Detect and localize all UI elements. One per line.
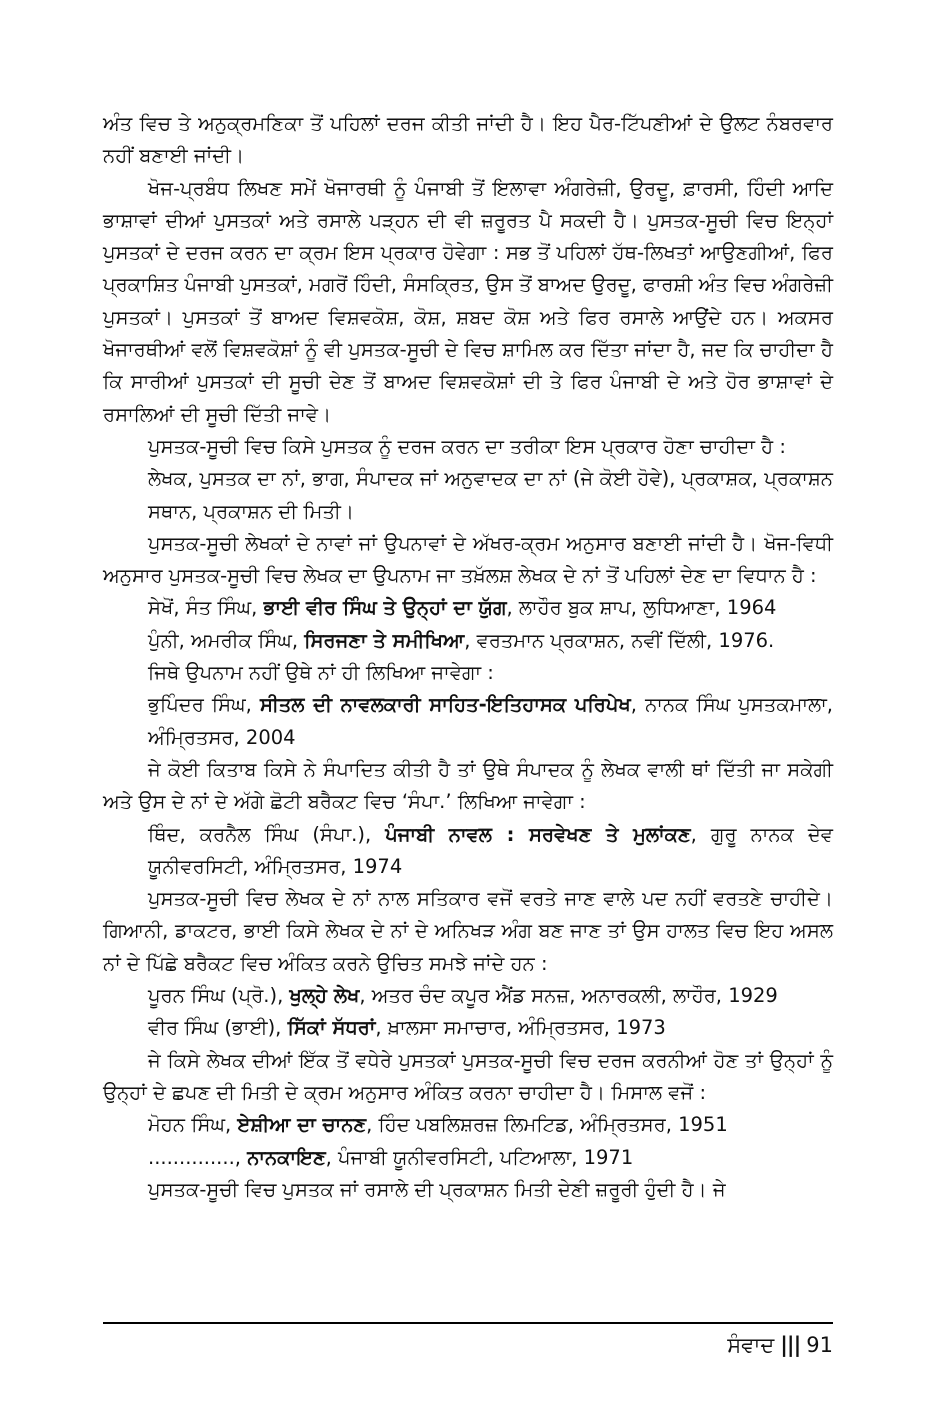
entry-details: , ਵਰਤਮਾਨ ਪ੍ਰਕਾਸ਼ਨ, ਨਵੀਂ ਦਿੱਲੀ, 1976. bbox=[464, 628, 775, 652]
entry-author: ਥਿੰਦ, ਕਰਨੈਲ ਸਿੰਘ (ਸੰਪਾ.), bbox=[148, 822, 386, 846]
entry-author: ਪੂਰਨ ਸਿੰਘ (ਪ੍ਰੋ.), bbox=[148, 984, 290, 1008]
entry-details: , ਅਤਰ ਚੰਦ ਕਪੂਰ ਐਂਡ ਸਨਜ਼, ਅਨਾਰਕਲੀ, ਲਾਹੌਰ, 1929 bbox=[359, 984, 778, 1008]
entry-author: .............., bbox=[148, 1145, 248, 1169]
page-number: 91 bbox=[806, 1333, 833, 1357]
entry-author: ਮੋਹਨ ਸਿੰਘ, bbox=[148, 1113, 238, 1137]
citation-format: ਲੇਖਕ, ਪੁਸਤਕ ਦਾ ਨਾਂ, ਭਾਗ, ਸੰਪਾਦਕ ਜਾਂ ਅਨੁਵਾਦਕ ਦਾ ਨਾਂ (ਜੇ ਕੋਈ ਹੋਵੇ), ਪ੍ਰਕਾਸ਼ਕ, ਪ੍ਰਕਾਸ਼ਨ ਸਥਾਨ, ਪ੍ਰਕਾਸ਼ਨ ਦੀ ਮਿਤੀ। bbox=[148, 467, 833, 523]
example-entry-8 bbox=[103, 1142, 833, 1174]
example-entry-2 bbox=[103, 625, 833, 657]
entry-title: ਭਾਈ ਵੀਰ ਸਿੰਘ ਤੇ ਉਨ੍ਹਾਂ ਦਾ ਯੁੱਗ bbox=[263, 596, 507, 620]
example-entry-1 bbox=[103, 592, 833, 624]
entry-title: ਨਾਨਕਾਇਣ bbox=[247, 1145, 326, 1169]
example-entry-6 bbox=[103, 1012, 833, 1044]
page-footer bbox=[727, 1330, 833, 1360]
example-entry-4 bbox=[103, 819, 833, 884]
footer-rule bbox=[103, 1322, 833, 1324]
entry-author: ਭੁਪਿੰਦਰ ਸਿੰਘ, bbox=[148, 693, 260, 717]
entry-author: ਸੇਖੋਂ, ਸੰਤ ਸਿੰਘ, bbox=[148, 596, 264, 620]
journal-name: ਸੰਵਾਦ bbox=[727, 1333, 775, 1357]
example-entry-7 bbox=[103, 1109, 833, 1141]
note-no-surname: ਜਿਥੇ ਉਪਨਾਮ ਨਹੀਂ ਉਥੇ ਨਾਂ ਹੀ ਲਿਖਿਆ ਜਾਵੇਗਾ : bbox=[148, 661, 494, 685]
entry-details: , ਲਾਹੌਰ ਬੁਕ ਸ਼ਾਪ, ਲੁਧਿਆਣਾ, 1964 bbox=[506, 596, 777, 620]
example-entry-5 bbox=[103, 980, 833, 1012]
entry-author: ਵੀਰ ਸਿੰਘ (ਭਾਈ), bbox=[148, 1016, 288, 1040]
entry-title: ਖੁਲ੍ਹੇ ਲੇਖ bbox=[289, 984, 360, 1008]
paragraph-6: ਪੁਸਤਕ-ਸੂਚੀ ਵਿਚ ਲੇਖਕ ਦੇ ਨਾਂ ਨਾਲ ਸਤਿਕਾਰ ਵਜੋਂ ਵਰਤੇ ਜਾਣ ਵਾਲੇ ਪਦ ਨਹੀਂ ਵਰਤਣੇ ਚਾਹੀਦੇ। ਗਿਆਨੀ, ਡਾਕਟਰ, ਭਾਈ ਕਿਸੇ ਲੇਖਕ ਦੇ ਨਾਂ ਦੇ ਅਨਿਖੜ ਅੰਗ ਬਣ ਜਾਣ ਤਾਂ ਉਸ ਹਾਲਤ ਵਿਚ ਇਹ ਅਸਲ ਨਾਂ ਦੇ ਪਿੱਛੇ ਬਰੈਕਟ ਵਿਚ ਅੰਕਿਤ ਕਰਨੇ ਉਚਿਤ ਸਮਝੇ ਜਾਂਦੇ ਹਨ : bbox=[103, 887, 833, 975]
paragraph-5: ਜੇ ਕੋਈ ਕਿਤਾਬ ਕਿਸੇ ਨੇ ਸੰਪਾਦਿਤ ਕੀਤੀ ਹੈ ਤਾਂ ਉਥੇ ਸੰਪਾਦਕ ਨੂੰ ਲੇਖਕ ਵਾਲੀ ਥਾਂ ਦਿੱਤੀ ਜਾ ਸਕੇਗੀ ਅਤੇ ਉਸ ਦੇ ਨਾਂ ਦੇ ਅੱਗੇ ਛੋਟੀ ਬਰੈਕਟ ਵਿਚ ‘ਸੰਪਾ.’ ਲਿਖਿਆ ਜਾਵੇਗਾ : bbox=[103, 757, 833, 814]
paragraph-8: ਪੁਸਤਕ-ਸੂਚੀ ਵਿਚ ਪੁਸਤਕ ਜਾਂ ਰਸਾਲੇ ਦੀ ਪ੍ਰਕਾਸ਼ਨ ਮਿਤੀ ਦੇਣੀ ਜ਼ਰੂਰੀ ਹੁੰਦੀ ਹੈ। ਜੇ bbox=[148, 1177, 726, 1201]
entry-details: , ਹਿੰਦ ਪਬਲਿਸ਼ਰਜ਼ ਲਿਮਟਿਡ, ਅੰਮ੍ਰਿਤਸਰ, 1951 bbox=[366, 1113, 728, 1137]
paragraph-4: ਪੁਸਤਕ-ਸੂਚੀ ਲੇਖਕਾਂ ਦੇ ਨਾਵਾਂ ਜਾਂ ਉਪਨਾਵਾਂ ਦੇ ਅੱਖਰ-ਕ੍ਰਮ ਅਨੁਸਾਰ ਬਣਾਈ ਜਾਂਦੀ ਹੈ। ਖੋਜ-ਵਿਧੀ ਅਨੁਸਾਰ ਪੁਸਤਕ-ਸੂਚੀ ਵਿਚ ਲੇਖਕ ਦਾ ਉਪਨਾਮ ਜਾ ਤਖ਼ੱਲਸ਼ ਲੇਖਕ ਦੇ ਨਾਂ ਤੋਂ ਪਹਿਲਾਂ ਦੇਣ ਦਾ ਵਿਧਾਨ ਹੈ : bbox=[103, 531, 833, 588]
entry-title: ਸਿੱਕਾਂ ਸੱਧਰਾਂ bbox=[287, 1016, 376, 1040]
entry-title: ਪੰਜਾਬੀ ਨਾਵਲ : ਸਰਵੇਖਣ ਤੇ ਮੁਲਾਂਕਣ bbox=[385, 822, 691, 846]
paragraph-1: ਅੰਤ ਵਿਚ ਤੇ ਅਨੁਕ੍ਰਮਣਿਕਾ ਤੋਂ ਪਹਿਲਾਂ ਦਰਜ ਕੀਤੀ ਜਾਂਦੀ ਹੈ। ਇਹ ਪੈਰ-ਟਿੱਪਣੀਆਂ ਦੇ ਉਲਟ ਨੰਬਰਵਾਰ ਨਹੀਂ ਬਣਾਈ ਜਾਂਦੀ। bbox=[103, 112, 833, 168]
entry-title: ਏਸ਼ੀਆ ਦਾ ਚਾਨਣ bbox=[237, 1113, 367, 1137]
entry-author: ਪੁੰਨੀ, ਅਮਰੀਕ ਸਿੰਘ, bbox=[148, 628, 305, 652]
paragraph-7: ਜੇ ਕਿਸੇ ਲੇਖਕ ਦੀਆਂ ਇੱਕ ਤੋਂ ਵਧੇਰੇ ਪੁਸਤਕਾਂ ਪੁਸਤਕ-ਸੂਚੀ ਵਿਚ ਦਰਜ ਕਰਨੀਆਂ ਹੋਣ ਤਾਂ ਉਨ੍ਹਾਂ ਨੂੰ ਉਨ੍ਹਾਂ ਦੇ ਛਪਣ ਦੀ ਮਿਤੀ ਦੇ ਕ੍ਰਮ ਅਨੁਸਾਰ ਅੰਕਿਤ ਕਰਨਾ ਚਾਹੀਦਾ ਹੈ। ਮਿਸਾਲ ਵਜੋਂ : bbox=[103, 1048, 833, 1104]
entry-title: ਸੀਤਲ ਦੀ ਨਾਵਲਕਾਰੀ ਸਾਹਿਤ-ਇਤਿਹਾਸਕ ਪਰਿਪੇਖ bbox=[259, 693, 631, 717]
footer-separator: ||| bbox=[780, 1333, 801, 1357]
example-entry-3 bbox=[103, 689, 833, 754]
entry-details: , ਪੰਜਾਬੀ ਯੂਨੀਵਰਸਿਟੀ, ਪਟਿਆਲਾ, 1971 bbox=[325, 1145, 634, 1169]
paragraph-3: ਪੁਸਤਕ-ਸੂਚੀ ਵਿਚ ਕਿਸੇ ਪੁਸਤਕ ਨੂੰ ਦਰਜ ਕਰਨ ਦਾ ਤਰੀਕਾ ਇਸ ਪ੍ਰਕਾਰ ਹੋਣਾ ਚਾਹੀਦਾ ਹੈ : bbox=[148, 434, 786, 458]
entry-details: , ਖ਼ਾਲਸਾ ਸਮਾਚਾਰ, ਅੰਮ੍ਰਿਤਸਰ, 1973 bbox=[375, 1016, 666, 1040]
entry-title: ਸਿਰਜਣਾ ਤੇ ਸਮੀਖਿਆ bbox=[304, 628, 465, 652]
entry-details: , ਗੁਰੂ ਨਾਨਕ ਦੇਵ ਯੂਨੀਵਰਸਿਟੀ, ਅੰਮ੍ਰਿਤਸਰ, 1974 bbox=[148, 822, 833, 878]
page-body bbox=[103, 108, 833, 1206]
entry-details: , ਨਾਨਕ ਸਿੰਘ ਪੁਸਤਕਮਾਲਾ, ਅੰਮ੍ਰਿਤਸਰ, 2004 bbox=[148, 693, 833, 749]
paragraph-2: ਖੋਜ-ਪ੍ਰਬੰਧ ਲਿਖਣ ਸਮੇਂ ਖੋਜਾਰਥੀ ਨੂੰ ਪੰਜਾਬੀ ਤੋਂ ਇਲਾਵਾ ਅੰਗਰੇਜ਼ੀ, ਉਰਦੂ, ਫ਼ਾਰਸੀ, ਹਿੰਦੀ ਆਦਿ ਭਾਸ਼ਾਵਾਂ ਦੀਆਂ ਪੁਸਤਕਾਂ ਅਤੇ ਰਸਾਲੇ ਪੜ੍ਹਨ ਦੀ ਵੀ ਜ਼ਰੂਰਤ ਪੈ ਸਕਦੀ ਹੈ। ਪੁਸਤਕ-ਸੂਚੀ ਵਿਚ ਇਨ੍ਹਾਂ ਪੁਸਤਕਾਂ ਦੇ ਦਰਜ ਕਰਨ ਦਾ ਕ੍ਰਮ ਇਸ ਪ੍ਰਕਾਰ ਹੋਵੇਗਾ : ਸਭ ਤੋਂ ਪਹਿਲਾਂ ਹੱਥ-ਲਿਖਤਾਂ ਆਉਣਗੀਆਂ, ਫਿਰ ਪ੍ਰਕਾਸ਼ਿਤ ਪੰਜਾਬੀ ਪੁਸਤਕਾਂ, ਮਗਰੋਂ ਹਿੰਦੀ, ਸੰਸਕ੍ਰਿਤ, ਉਸ ਤੋਂ ਬਾਅਦ ਉਰਦੂ, ਫਾਰਸ਼ੀ ਅੰਤ ਵਿਚ ਅੰਗਰੇਜ਼ੀ ਪੁਸਤਕਾਂ। ਪੁਸਤਕਾਂ ਤੋਂ ਬਾਅਦ ਵਿਸ਼ਵਕੋਸ਼, ਕੋਸ਼, ਸ਼ਬਦ ਕੋਸ਼ ਅਤੇ ਫਿਰ ਰਸਾਲੇ ਆਉਂਦੇ ਹਨ। ਅਕਸਰ ਖੋਜਾਰਥੀਆਂ ਵਲੋਂ ਵਿਸ਼ਵਕੋਸ਼ਾਂ ਨੂੰ ਵੀ ਪੁਸਤਕ-ਸੂਚੀ ਦੇ ਵਿਚ ਸ਼ਾਮਿਲ ਕਰ ਦਿੱਤਾ ਜਾਂਦਾ ਹੈ, ਜਦ ਕਿ ਚਾਹੀਦਾ ਹੈ ਕਿ ਸਾਰੀਆਂ ਪੁਸਤਕਾਂ ਦੀ ਸੂਚੀ ਦੇਣ ਤੋਂ ਬਾਅਦ ਵਿਸ਼ਵਕੋਸ਼ਾਂ ਦੀ ਤੇ ਫਿਰ ਪੰਜਾਬੀ ਦੇ ਅਤੇ ਹੋਰ ਭਾਸ਼ਾਵਾਂ ਦੇ ਰਸਾਲਿਆਂ ਦੀ ਸੂਚੀ ਦਿੱਤੀ ਜਾਵੇ। bbox=[103, 176, 833, 426]
